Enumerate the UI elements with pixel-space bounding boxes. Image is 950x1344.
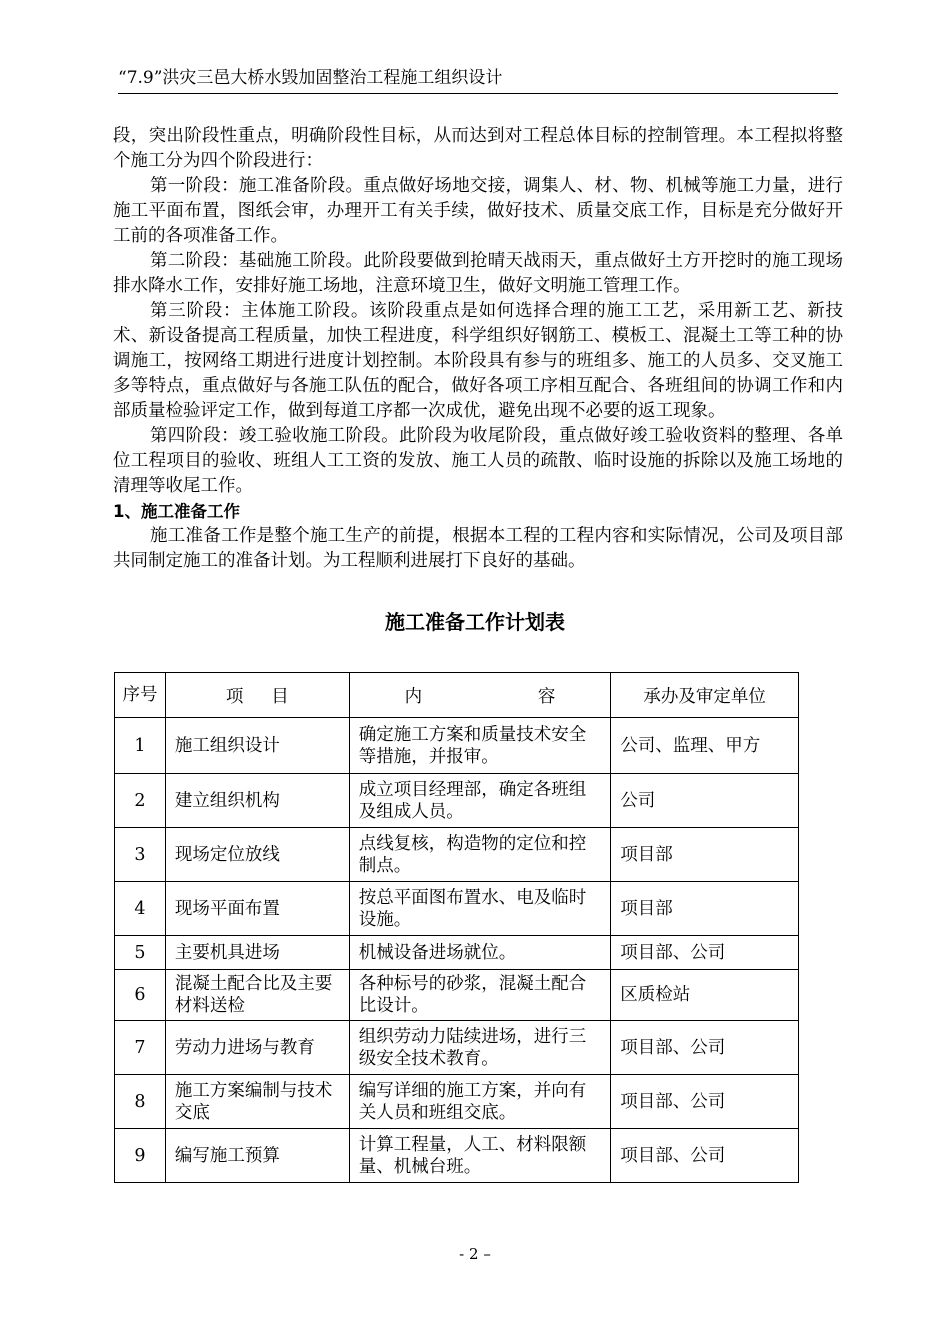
cell-content: 确定施工方案和质量技术安全等措施，并报审。 xyxy=(349,718,611,774)
header-content-label: 内 容 xyxy=(404,686,556,707)
cell-content: 机械设备进场就位。 xyxy=(349,936,611,970)
cell-unit: 公司、监理、甲方 xyxy=(611,718,799,774)
section-heading: 1、施工准备工作 xyxy=(113,502,240,521)
header-item xyxy=(165,673,349,718)
cell-item: 主要机具进场 xyxy=(165,936,349,970)
cell-item: 现场平面布置 xyxy=(165,882,349,936)
table-row xyxy=(115,1129,799,1183)
cell-unit: 项目部 xyxy=(611,882,799,936)
table-header-row xyxy=(115,673,799,718)
header-unit: 承办及审定单位 xyxy=(611,673,799,718)
cell-content: 计算工程量，人工、材料限额量、机械台班。 xyxy=(349,1129,611,1183)
paragraph-stage-1: 第一阶段：施工准备阶段。重点做好场地交接，调集人、材、物、机械等施工力量，进行施工平面布置，图纸会审，办理开工有关手续，做好技术、质量交底工作，目标是充分做好开工前的各项准备工作。 xyxy=(113,176,843,246)
page-header: “7.9”洪灾三邑大桥水毁加固整治工程施工组织设计 xyxy=(118,66,838,94)
table-row xyxy=(115,882,799,936)
cell-num: 1 xyxy=(115,718,166,774)
cell-num: 3 xyxy=(115,828,166,882)
cell-content: 组织劳动力陆续进场，进行三级安全技术教育。 xyxy=(349,1021,611,1075)
table-row xyxy=(115,1021,799,1075)
cell-unit: 区质检站 xyxy=(611,970,799,1021)
cell-unit: 项目部、公司 xyxy=(611,1075,799,1129)
cell-item: 现场定位放线 xyxy=(165,828,349,882)
cell-unit: 项目部、公司 xyxy=(611,1129,799,1183)
cell-content: 按总平面图布置水、电及临时设施。 xyxy=(349,882,611,936)
cell-num: 2 xyxy=(115,774,166,828)
table-row xyxy=(115,936,799,970)
cell-item: 编写施工预算 xyxy=(165,1129,349,1183)
cell-num: 8 xyxy=(115,1075,166,1129)
cell-item: 施工组织设计 xyxy=(165,718,349,774)
table-title: 施工准备工作计划表 xyxy=(385,610,565,634)
cell-unit: 公司 xyxy=(611,774,799,828)
cell-num: 5 xyxy=(115,936,166,970)
cell-content: 成立项目经理部，确定各班组及组成人员。 xyxy=(349,774,611,828)
page-number: - 2 – xyxy=(459,1245,491,1263)
cell-content: 各种标号的砂浆，混凝土配合比设计。 xyxy=(349,970,611,1021)
preparation-plan-table xyxy=(114,672,799,1183)
cell-item: 劳动力进场与教育 xyxy=(165,1021,349,1075)
cell-item: 混凝土配合比及主要材料送检 xyxy=(165,970,349,1021)
table-row xyxy=(115,718,799,774)
header-item-label: 项目 xyxy=(225,686,317,707)
cell-content: 编写详细的施工方案，并向有关人员和班组交底。 xyxy=(349,1075,611,1129)
cell-unit: 项目部 xyxy=(611,828,799,882)
cell-unit: 项目部、公司 xyxy=(611,936,799,970)
cell-num: 7 xyxy=(115,1021,166,1075)
document-body xyxy=(113,124,843,574)
cell-num: 9 xyxy=(115,1129,166,1183)
table-row xyxy=(115,970,799,1021)
paragraph-preparation: 施工准备工作是整个施工生产的前提，根据本工程的工程内容和实际情况，公司及项目部共同制定施工的准备计划。为工程顺利进展打下良好的基础。 xyxy=(113,526,843,571)
header-content xyxy=(349,673,611,718)
cell-item: 建立组织机构 xyxy=(165,774,349,828)
paragraph-stage-4: 第四阶段：竣工验收施工阶段。此阶段为收尾阶段，重点做好竣工验收资料的整理、各单位工程项目的验收、班组人工工资的发放、施工人员的疏散、临时设施的拆除以及施工场地的清理等收尾工作。 xyxy=(113,426,843,496)
paragraph-stage-2: 第二阶段：基础施工阶段。此阶段要做到抢晴天战雨天，重点做好土方开挖时的施工现场排水降水工作，安排好施工场地，注意环境卫生，做好文明施工管理工作。 xyxy=(113,251,843,296)
paragraph: 段，突出阶段性重点，明确阶段性目标，从而达到对工程总体目标的控制管理。本工程拟将整个施工分为四个阶段进行： xyxy=(113,126,843,171)
cell-content: 点线复核，构造物的定位和控制点。 xyxy=(349,828,611,882)
cell-num: 6 xyxy=(115,970,166,1021)
cell-unit: 项目部、公司 xyxy=(611,1021,799,1075)
table-row xyxy=(115,1075,799,1129)
table-row xyxy=(115,828,799,882)
table-row xyxy=(115,774,799,828)
cell-num: 4 xyxy=(115,882,166,936)
paragraph-stage-3: 第三阶段：主体施工阶段。该阶段重点是如何选择合理的施工工艺，采用新工艺、新技术、新设备提高工程质量，加快工程进度，科学组织好钢筋工、模板工、混凝土工等工种的协调施工，按网络工期进行进度计划控制。本阶段具有参与的班组多、施工的人员多、交叉施工多等特点，重点做好与各施工队伍的配合，做好各项工序相互配合、各班组间的协调工作和内部质量检验评定工作，做到每道工序都一次成优，避免出现不必要的返工现象。 xyxy=(113,301,843,421)
cell-item: 施工方案编制与技术交底 xyxy=(165,1075,349,1129)
header-num: 序号 xyxy=(115,673,166,718)
